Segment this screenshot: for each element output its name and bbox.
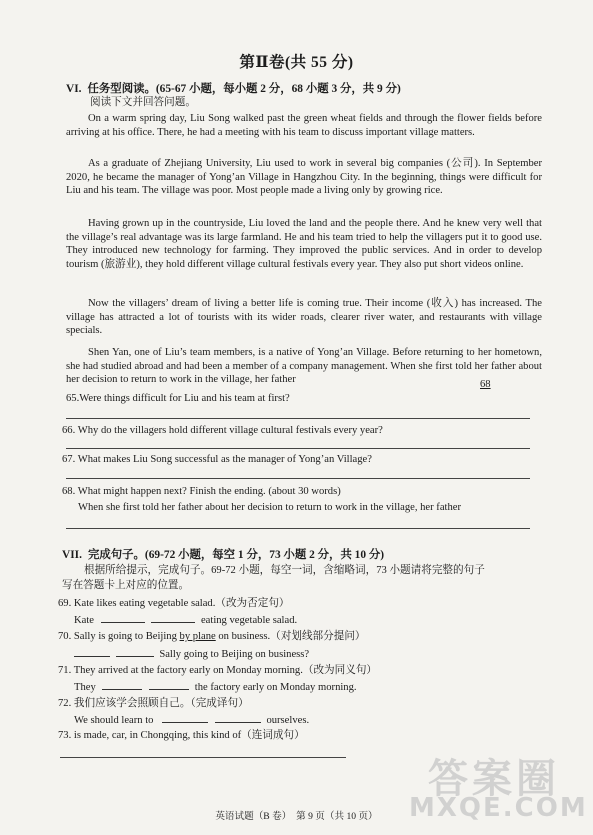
passage-paragraph-3: Having grown up in the countryside, Liu loved the land and the people there. And he knew very well that the village’s real advantage was its large farmland. He and his team tried to help the villagers put it to good use. They introduced new technology for farming. They improved the public services. And in order to develop tourism (旅游业), they hold different village cultural festivals every year. They also put short videos online. (66, 218, 542, 270)
q71-blank-2[interactable] (149, 680, 189, 690)
answer-line-66[interactable] (66, 448, 530, 449)
question-69: 69. Kate likes eating vegetable salad.（改为否定句） (58, 598, 290, 609)
answer-line-68[interactable] (66, 528, 530, 529)
passage-paragraph-4: Now the villagers’ dream of living a better life is coming true. Their income (收入) has increased. The village has attracted a lot of tourists with its wider roads, clearer river water, and restaurants with village specials. (66, 298, 542, 337)
section-6-title: 任务型阅读。(65-67 小题，每小题 2 分，68 小题 3 分，共 9 分) (87, 83, 401, 95)
answer-line-67[interactable] (66, 478, 530, 479)
q69-blank-2[interactable] (151, 613, 195, 623)
section-7-instruction-1: 根据所给提示，完成句子。69-72 小题，每空一词，含缩略词，73 小题请将完整的句子 (84, 565, 485, 576)
q70-underlined: by plane (179, 631, 216, 642)
watermark-small-text: MXQE.COM (409, 793, 588, 823)
q69-rest: eating vegetable salad. (200, 615, 298, 626)
passage-paragraph-5: Shen Yan, one of Liu’s team members, is a native of Yong’an Village. Before returning to her hometown, she had studied abroad and had been a member of a company management. When she first told her father about her decision to return to work in the village, her father (66, 347, 542, 386)
q71-rest: the factory early on Monday morning. (194, 682, 357, 693)
q71-blank-1[interactable] (102, 680, 142, 690)
section-7-title: 完成句子。(69-72 小题，每空 1 分，73 小题 2 分，共 10 分) (87, 549, 385, 561)
page-footer: 英语试题（B 卷） 第 9 页（共 10 页） (215, 811, 378, 822)
answer-line-73[interactable] (60, 757, 346, 758)
q72-blank-2[interactable] (215, 713, 261, 723)
section-7-instruction-2: 写在答题卡上对应的位置。 (62, 580, 190, 591)
question-68-prompt: When she first told her father about her decision to return to work in the village, her father (78, 502, 462, 513)
question-71-answer-row (74, 680, 357, 694)
blank-68 (480, 378, 491, 391)
q72-blank-1[interactable] (162, 713, 208, 723)
section-6-heading (66, 80, 401, 96)
passage-paragraph-1: On a warm spring day, Liu Song walked past the green wheat fields and through the flower fields before arriving at his office. There, he had a meeting with his team to discuss important village matters. (66, 113, 542, 138)
section-6-instruction: 阅读下文并回答问题。 (90, 97, 196, 108)
section-7-number: VII. (62, 549, 82, 561)
question-73: 73. is made, car, in Chongqing, this kind of（连词成句） (58, 730, 305, 741)
question-70 (58, 630, 366, 643)
q71-subject: They (74, 682, 96, 693)
page-title: 第Ⅱ卷(共 55 分) (239, 54, 354, 71)
q70-blank-1[interactable] (74, 647, 110, 657)
q69-blank-1[interactable] (101, 613, 145, 623)
question-65: 65.Were things difficult for Liu and his team at first? (66, 393, 290, 404)
section-6-number: VI. (66, 83, 82, 95)
answer-line-65[interactable] (66, 418, 530, 419)
question-69-answer-row (74, 613, 297, 627)
q70-rest: Sally going to Beijing on business? (159, 649, 310, 660)
q70-text-post: on business.（对划线部分提问） (215, 631, 366, 642)
question-72-answer-row (74, 713, 309, 727)
passage-paragraph-2: As a graduate of Zhejiang University, Liu used to work in several big companies (公司). In September 2020, he became the manager of Yong’an Village in Hangzhou City. In the beginning, things were difficult for Liu and his team. The village was poor. Most people made a living only by growing rice. (66, 158, 542, 197)
question-71: 71. They arrived at the factory early on Monday morning.（改为同义句） (58, 665, 378, 676)
blank-68-label: 68 (480, 379, 491, 390)
q69-subject: Kate (74, 615, 94, 626)
watermark-logo (409, 747, 588, 825)
question-66: 66. Why do the villagers hold different village cultural festivals every year? (62, 425, 383, 436)
q70-blank-2[interactable] (116, 647, 154, 657)
question-67: 67. What makes Liu Song successful as the manager of Yong’an Village? (62, 454, 372, 465)
section-7-heading (62, 546, 384, 562)
question-70-answer-row (74, 647, 309, 661)
q72-prefix: We should learn to (74, 715, 154, 726)
q72-rest: ourselves. (266, 715, 310, 726)
question-72: 72. 我们应该学会照顾自己。（完成译句） (58, 698, 249, 709)
watermark-big-text: 答案圈 (428, 756, 560, 802)
question-68: 68. What might happen next? Finish the ending. (about 30 words) (62, 486, 341, 497)
q70-text-pre: 70. Sally is going to Beijing (58, 631, 180, 642)
